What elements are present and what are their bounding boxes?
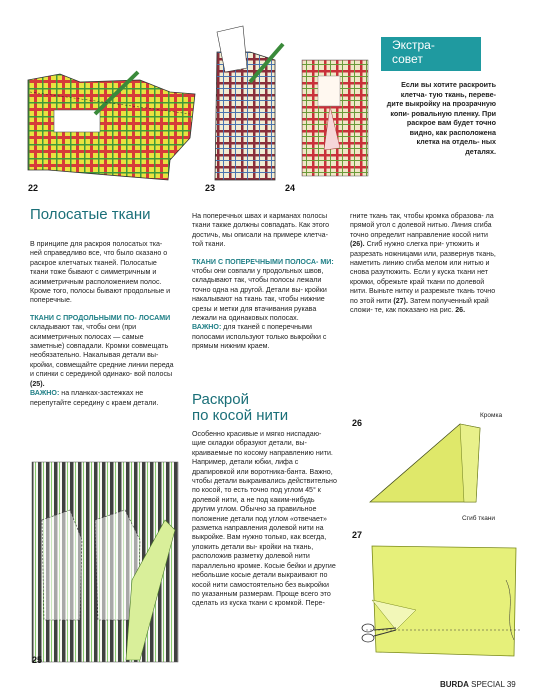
illustration-25	[30, 460, 180, 665]
col3-text-c: Затем полученный край сложи- те, как показано на рис.	[350, 296, 489, 315]
col3-ref-26a: (26).	[350, 240, 365, 249]
figure-number-23: 23	[205, 183, 216, 193]
illustration-26	[368, 420, 488, 515]
footer-brand: BURDA	[440, 680, 469, 689]
bias-title-line1: Раскрой	[192, 391, 249, 408]
cross-stripes-text: чтобы они совпали у продольных швов, складывают так, чтобы полосы лежали точно одна на другой. Детали вы- кройки накалывают на ткань так, чтобы нижние срезы и метки для втачивания рукава лежали на одинаковых полосах.	[192, 267, 327, 323]
important-1	[30, 389, 175, 408]
footer-special: SPECIAL	[471, 680, 505, 689]
tip-title-line2: совет	[392, 52, 423, 66]
tip-body: Если вы хотите раскроить клетча- тую ткань, переве- дите выкройку на прозрачную копи- ровальную пленку. При раскрое вам будет точно видно, как расположена клетка на отдель- ных деталях.	[386, 80, 496, 156]
figure-number-22: 22	[28, 183, 39, 193]
tip-title-line1: Экстра-	[392, 38, 435, 52]
important-1-label: ВАЖНО:	[30, 389, 60, 398]
tip-title	[392, 38, 435, 66]
illustration-24	[300, 58, 370, 178]
fig26-label-fold: Сгиб ткани	[462, 515, 496, 522]
page-number: 39	[506, 680, 516, 689]
important-2	[192, 323, 337, 351]
section-title-striped: Полосатые ткани	[30, 206, 151, 223]
column-3-text	[350, 212, 500, 315]
illustration-27	[356, 540, 526, 670]
long-stripes-text: складывают так, чтобы они (при асимметричных полосах — самые заметные) совпадали. Кромки совмещать необязательно. Накалывая детали вы- кройки, совмещайте средние линии переда и спинки с серединой одинако- вой полосы	[30, 323, 174, 379]
col3-text-a: гните ткань так, чтобы кромка образова- ла прямой угол с долевой нитью. Линия сгиба точно определит направление косой нити	[350, 212, 494, 239]
figure-number-26: 26	[352, 418, 363, 428]
long-stripes-heading: ТКАНИ С ПРОДОЛЬНЫМИ ПО- ЛОСАМИ	[30, 313, 171, 322]
fig26-label-edge: Кромка	[480, 412, 503, 419]
bias-text: Особенно красивые и мягко ниспадаю- щие складки образуют детали, вы- краиваемые по косому направлению нити. Например, детали юбки, лифа с драпировкой или воротника-банта. Важно, чтобы детали выкраивались действительно по косой, то есть точно под углом 45° к долевой нити, а не под каким-нибудь другим углом. Обычно за правильное положение детали под углом «отвечает» разметка направления долевой нити на выкройке. Вам нужно только, как всегда, уложить детали вы- кройки на ткань, расположив разметку долевой нити параллельно кромке. Косые бейки и другие небольшие косые детали выкраивают по косой нити самостоятельно без выкройки по указанным размерам. Проще всего это сделать из куска ткани с кромкой. Пере-	[192, 430, 337, 608]
figure-number-27: 27	[352, 530, 363, 540]
long-stripes-ref: (25).	[30, 379, 45, 388]
col3-ref-26b: 26.	[455, 306, 466, 315]
section-title-bias	[192, 392, 288, 424]
cross-stripes-paragraph	[192, 258, 337, 324]
col3-ref-27: (27).	[393, 296, 408, 305]
col2-p1: На поперечных швах и карманах полосы ткани также должны совпадать. Как этого достичь, мы описали на примере клетча- той ткани.	[192, 212, 330, 249]
figure-number-25: 25	[32, 655, 43, 665]
column-2-text	[192, 212, 337, 352]
illustration-22	[20, 52, 200, 182]
col3-text-b: Сгиб нужно слегка при- утюжить и разрезать ножницами или, развернув ткань, наметить линию сгиба мелом или нитью и снова разутюжить. Если у куска ткани нет кромки, обрежьте край ткани по долевой нити. Выньте нитку и разрежьте ткань точно по этой нити	[350, 240, 496, 305]
long-stripes-paragraph	[30, 314, 175, 389]
bias-title-line2: по косой нити	[192, 407, 289, 424]
important-1-text: на планках-застежках не перепутайте середину с краем детали.	[30, 389, 159, 407]
figure-number-24: 24	[285, 183, 296, 193]
column-1-text	[30, 240, 175, 408]
striped-intro: В принципе для раскроя полосатых тка- ней справедливо все, что было сказано о раскрое клетчатых тканей. Полосатые ткани тоже бывают с симметричным и асимметричным расположением полос. Кроме того, полосы бывают продольные и поперечные.	[30, 240, 171, 305]
page-footer	[440, 680, 516, 689]
important-2-label: ВАЖНО:	[192, 323, 222, 332]
important-2-text: для тканей с поперечными полосами используют только выкройки с прямым нижним краем.	[192, 323, 327, 351]
cross-stripes-heading: ТКАНИ С ПОПЕРЕЧНЫМИ ПОЛОСА- МИ:	[192, 257, 334, 266]
illustration-23	[205, 22, 290, 182]
